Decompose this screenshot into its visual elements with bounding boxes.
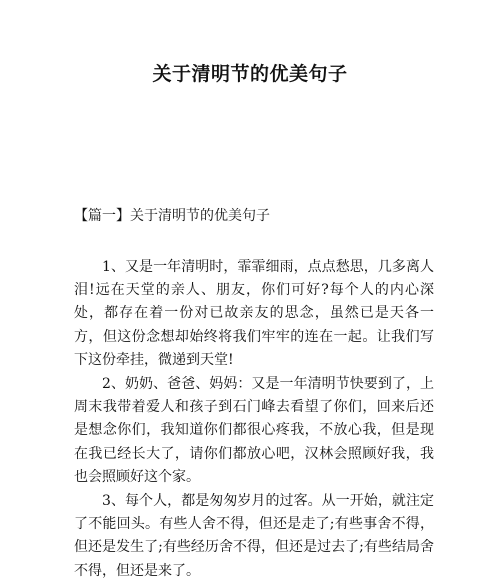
paragraph-1: 1、又是一年清明时，霏霏细雨，点点愁思，几多离人泪!远在天堂的亲人、朋友，你们可好?每个人的内心深处，都存在着一份对已故亲友的思念，虽然已是天各一方，但这份念想却始终将我们牢牢的连在一起。让我们写下这份牵挂，微递到天堂! [74, 259, 434, 368]
document-title: 关于清明节的优美句子 [152, 63, 348, 85]
paragraph-3: 3、每个人，都是匆匆岁月的过客。从一开始，就注定了不能回头。有些人舍不得，但还是走了;有些事舍不得，但还是发生了;有些经历舍不得，但还是过去了;有些结局舍不得，但还是来了。 [74, 493, 434, 579]
section-heading: 【篇一】关于清明节的优美句子 [74, 208, 270, 224]
paragraph-2: 2、奶奶、爸爸、妈妈：又是一年清明节快要到了，上周末我带着爱人和孩子到石门峰去看望了你们，回来后还是想念你们，我知道你们都很心疼我，不放心我，但是现在我已经长大了，请你们都放心吧，汉林会照顾好我，我也会照顾好这个家。 [74, 376, 434, 485]
